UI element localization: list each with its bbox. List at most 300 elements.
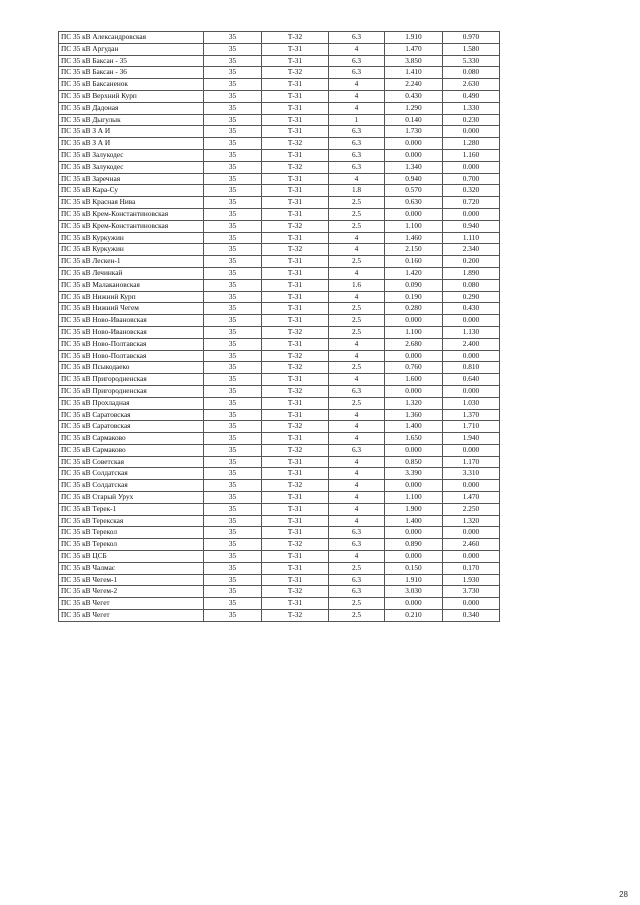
capacity-cell: 2.5 [329, 362, 385, 374]
substation-name-cell: ПС 35 кВ З А И [59, 138, 204, 150]
capacity-cell: 4 [329, 551, 385, 563]
substation-name-cell: ПС 35 кВ Ново-Полтавская [59, 350, 204, 362]
substation-name-cell: ПС 35 кВ Нижний Чегем [59, 303, 204, 315]
substation-name-cell: ПС 35 кВ Старый Урух [59, 492, 204, 504]
load-value-cell: 0.000 [385, 149, 443, 161]
load-value-cell: 0.890 [385, 539, 443, 551]
load-value-cell-2: 0.000 [443, 527, 500, 539]
transformer-cell: Т-32 [262, 444, 329, 456]
capacity-cell: 4 [329, 79, 385, 91]
load-value-cell: 0.000 [385, 138, 443, 150]
load-value-cell-2: 2.630 [443, 79, 500, 91]
transformer-cell: Т-31 [262, 562, 329, 574]
voltage-cell: 35 [204, 468, 262, 480]
table-row [59, 374, 500, 386]
capacity-cell: 4 [329, 433, 385, 445]
capacity-cell: 4 [329, 173, 385, 185]
transformer-cell: Т-32 [262, 480, 329, 492]
substation-name-cell: ПС 35 кВ Чегем-1 [59, 574, 204, 586]
load-value-cell-2: 2.400 [443, 338, 500, 350]
table-row [59, 338, 500, 350]
transformer-cell: Т-31 [262, 409, 329, 421]
table-row [59, 421, 500, 433]
load-value-cell-2: 0.720 [443, 197, 500, 209]
voltage-cell: 35 [204, 43, 262, 55]
transformer-cell: Т-32 [262, 610, 329, 622]
voltage-cell: 35 [204, 315, 262, 327]
load-value-cell-2: 0.170 [443, 562, 500, 574]
load-value-cell-2: 3.730 [443, 586, 500, 598]
load-value-cell: 1.910 [385, 574, 443, 586]
load-value-cell: 1.100 [385, 492, 443, 504]
capacity-cell: 2.5 [329, 303, 385, 315]
table-row [59, 468, 500, 480]
load-value-cell: 0.160 [385, 256, 443, 268]
load-value-cell: 3.390 [385, 468, 443, 480]
voltage-cell: 35 [204, 551, 262, 563]
load-value-cell-2: 0.340 [443, 610, 500, 622]
voltage-cell: 35 [204, 126, 262, 138]
load-value-cell-2: 2.340 [443, 244, 500, 256]
table-row [59, 492, 500, 504]
table-row [59, 197, 500, 209]
voltage-cell: 35 [204, 562, 262, 574]
table-row [59, 149, 500, 161]
load-value-cell-2: 3.310 [443, 468, 500, 480]
load-value-cell: 1.290 [385, 102, 443, 114]
load-value-cell-2: 0.640 [443, 374, 500, 386]
load-value-cell-2: 1.030 [443, 397, 500, 409]
voltage-cell: 35 [204, 527, 262, 539]
table-row [59, 385, 500, 397]
table-row [59, 67, 500, 79]
transformer-cell: Т-32 [262, 350, 329, 362]
substation-name-cell: ПС 35 кВ Крем-Константиновская [59, 208, 204, 220]
transformer-cell: Т-31 [262, 574, 329, 586]
load-value-cell: 0.210 [385, 610, 443, 622]
transformer-cell: Т-31 [262, 126, 329, 138]
capacity-cell: 4 [329, 409, 385, 421]
load-value-cell: 3.030 [385, 586, 443, 598]
substation-name-cell: ПС 35 кВ Пригородненская [59, 385, 204, 397]
load-value-cell: 1.730 [385, 126, 443, 138]
table-row [59, 232, 500, 244]
substation-name-cell: ПС 35 кВ Чегет [59, 598, 204, 610]
transformer-cell: Т-32 [262, 244, 329, 256]
load-value-cell: 1.400 [385, 515, 443, 527]
voltage-cell: 35 [204, 574, 262, 586]
capacity-cell: 1.8 [329, 185, 385, 197]
load-value-cell-2: 1.330 [443, 102, 500, 114]
load-value-cell: 0.000 [385, 598, 443, 610]
voltage-cell: 35 [204, 279, 262, 291]
load-value-cell: 2.150 [385, 244, 443, 256]
transformer-cell: Т-31 [262, 492, 329, 504]
load-value-cell-2: 1.280 [443, 138, 500, 150]
table-row [59, 32, 500, 44]
load-value-cell-2: 0.700 [443, 173, 500, 185]
table-row [59, 161, 500, 173]
substation-name-cell: ПС 35 кВ Терекол [59, 539, 204, 551]
substation-name-cell: ПС 35 кВ Куркужин [59, 232, 204, 244]
table-row [59, 244, 500, 256]
voltage-cell: 35 [204, 397, 262, 409]
transformer-cell: Т-32 [262, 421, 329, 433]
voltage-cell: 35 [204, 433, 262, 445]
substation-name-cell: ПС 35 кВ Терек-1 [59, 503, 204, 515]
table-row [59, 185, 500, 197]
capacity-cell: 4 [329, 244, 385, 256]
voltage-cell: 35 [204, 539, 262, 551]
voltage-cell: 35 [204, 362, 262, 374]
capacity-cell: 4 [329, 492, 385, 504]
transformer-cell: Т-31 [262, 149, 329, 161]
table-row [59, 220, 500, 232]
load-value-cell-2: 0.000 [443, 385, 500, 397]
substation-name-cell: ПС 35 кВ Чалмас [59, 562, 204, 574]
transformer-cell: Т-31 [262, 232, 329, 244]
substation-name-cell: ПС 35 кВ Заречная [59, 173, 204, 185]
transformer-cell: Т-31 [262, 256, 329, 268]
load-value-cell: 0.280 [385, 303, 443, 315]
table-row [59, 444, 500, 456]
load-value-cell: 1.360 [385, 409, 443, 421]
table-row [59, 126, 500, 138]
table-row [59, 598, 500, 610]
load-value-cell-2: 0.970 [443, 32, 500, 44]
load-value-cell-2: 1.160 [443, 149, 500, 161]
transformer-cell: Т-31 [262, 598, 329, 610]
transformer-cell: Т-31 [262, 315, 329, 327]
voltage-cell: 35 [204, 456, 262, 468]
table-row [59, 433, 500, 445]
load-value-cell: 0.000 [385, 551, 443, 563]
voltage-cell: 35 [204, 374, 262, 386]
voltage-cell: 35 [204, 303, 262, 315]
table-row [59, 315, 500, 327]
transformer-cell: Т-31 [262, 433, 329, 445]
capacity-cell: 6.3 [329, 527, 385, 539]
substation-name-cell: ПС 35 кВ Сармаково [59, 433, 204, 445]
substation-name-cell: ПС 35 кВ Баксан - 36 [59, 67, 204, 79]
transformer-cell: Т-31 [262, 43, 329, 55]
voltage-cell: 35 [204, 220, 262, 232]
substation-name-cell: ПС 35 кВ Баксан - 35 [59, 55, 204, 67]
load-value-cell: 1.410 [385, 67, 443, 79]
substation-name-cell: ПС 35 кВ Крем-Константиновская [59, 220, 204, 232]
substation-name-cell: ПС 35 кВ Чегем-2 [59, 586, 204, 598]
table-row [59, 79, 500, 91]
load-value-cell-2: 0.000 [443, 551, 500, 563]
capacity-cell: 2.5 [329, 315, 385, 327]
table-row [59, 350, 500, 362]
load-value-cell: 0.000 [385, 385, 443, 397]
capacity-cell: 4 [329, 43, 385, 55]
capacity-cell: 2.5 [329, 220, 385, 232]
substation-name-cell: ПС 35 кВ Нижний Курп [59, 291, 204, 303]
capacity-cell: 6.3 [329, 444, 385, 456]
capacity-cell: 6.3 [329, 586, 385, 598]
voltage-cell: 35 [204, 197, 262, 209]
load-value-cell: 0.850 [385, 456, 443, 468]
table-row [59, 551, 500, 563]
voltage-cell: 35 [204, 503, 262, 515]
load-value-cell-2: 1.580 [443, 43, 500, 55]
load-value-cell-2: 0.230 [443, 114, 500, 126]
load-value-cell-2: 1.320 [443, 515, 500, 527]
load-value-cell-2: 0.000 [443, 208, 500, 220]
load-value-cell: 1.420 [385, 267, 443, 279]
capacity-cell: 4 [329, 503, 385, 515]
capacity-cell: 4 [329, 374, 385, 386]
substation-name-cell: ПС 35 кВ Пригородненская [59, 374, 204, 386]
voltage-cell: 35 [204, 598, 262, 610]
capacity-cell: 1 [329, 114, 385, 126]
table-row [59, 610, 500, 622]
table-row [59, 503, 500, 515]
transformer-cell: Т-31 [262, 114, 329, 126]
substation-name-cell: ПС 35 кВ Чегет [59, 610, 204, 622]
substation-load-table [58, 31, 500, 622]
load-value-cell: 3.850 [385, 55, 443, 67]
table-row [59, 409, 500, 421]
load-value-cell-2: 0.000 [443, 161, 500, 173]
load-value-cell-2: 0.810 [443, 362, 500, 374]
table-row [59, 279, 500, 291]
load-value-cell: 1.470 [385, 43, 443, 55]
transformer-cell: Т-32 [262, 67, 329, 79]
load-value-cell-2: 0.000 [443, 126, 500, 138]
capacity-cell: 4 [329, 350, 385, 362]
substation-name-cell: ПС 35 кВ Дыгулык [59, 114, 204, 126]
load-value-cell-2: 0.290 [443, 291, 500, 303]
load-value-cell: 0.000 [385, 527, 443, 539]
capacity-cell: 2.5 [329, 208, 385, 220]
voltage-cell: 35 [204, 208, 262, 220]
substation-name-cell: ПС 35 кВ Куркужин [59, 244, 204, 256]
substation-name-cell: ПС 35 кВ Советская [59, 456, 204, 468]
voltage-cell: 35 [204, 161, 262, 173]
load-value-cell-2: 0.490 [443, 90, 500, 102]
transformer-cell: Т-31 [262, 303, 329, 315]
voltage-cell: 35 [204, 480, 262, 492]
capacity-cell: 4 [329, 456, 385, 468]
load-value-cell: 0.000 [385, 315, 443, 327]
load-value-cell-2: 1.710 [443, 421, 500, 433]
capacity-cell: 4 [329, 267, 385, 279]
transformer-cell: Т-31 [262, 197, 329, 209]
load-value-cell: 0.190 [385, 291, 443, 303]
table-row [59, 456, 500, 468]
load-value-cell-2: 0.000 [443, 444, 500, 456]
table-body [59, 32, 500, 622]
load-value-cell: 0.630 [385, 197, 443, 209]
capacity-cell: 2.5 [329, 197, 385, 209]
capacity-cell: 6.3 [329, 32, 385, 44]
transformer-cell: Т-32 [262, 138, 329, 150]
transformer-cell: Т-31 [262, 90, 329, 102]
substation-name-cell: ПС 35 кВ Залукодес [59, 161, 204, 173]
voltage-cell: 35 [204, 338, 262, 350]
capacity-cell: 4 [329, 232, 385, 244]
transformer-cell: Т-32 [262, 161, 329, 173]
voltage-cell: 35 [204, 256, 262, 268]
capacity-cell: 4 [329, 480, 385, 492]
capacity-cell: 6.3 [329, 67, 385, 79]
voltage-cell: 35 [204, 385, 262, 397]
load-value-cell: 2.240 [385, 79, 443, 91]
transformer-cell: Т-31 [262, 456, 329, 468]
voltage-cell: 35 [204, 32, 262, 44]
load-value-cell-2: 0.320 [443, 185, 500, 197]
table-row [59, 43, 500, 55]
substation-name-cell: ПС 35 кВ Сармаково [59, 444, 204, 456]
load-value-cell: 1.650 [385, 433, 443, 445]
table-row [59, 480, 500, 492]
capacity-cell: 4 [329, 515, 385, 527]
table-row [59, 173, 500, 185]
load-value-cell: 0.000 [385, 350, 443, 362]
table-row [59, 303, 500, 315]
substation-name-cell: ПС 35 кВ Солдатская [59, 468, 204, 480]
capacity-cell: 6.3 [329, 385, 385, 397]
substation-name-cell: ПС 35 кВ Псыкодаеко [59, 362, 204, 374]
load-value-cell: 0.090 [385, 279, 443, 291]
load-value-cell-2: 1.470 [443, 492, 500, 504]
capacity-cell: 2.5 [329, 397, 385, 409]
voltage-cell: 35 [204, 350, 262, 362]
substation-name-cell: ПС 35 кВ Верхний Курп [59, 90, 204, 102]
substation-name-cell: ПС 35 кВ Саратовская [59, 421, 204, 433]
load-value-cell-2: 0.200 [443, 256, 500, 268]
capacity-cell: 1.6 [329, 279, 385, 291]
voltage-cell: 35 [204, 409, 262, 421]
substation-name-cell: ПС 35 кВ Терекская [59, 515, 204, 527]
load-value-cell: 1.600 [385, 374, 443, 386]
transformer-cell: Т-31 [262, 173, 329, 185]
capacity-cell: 6.3 [329, 539, 385, 551]
transformer-cell: Т-31 [262, 102, 329, 114]
capacity-cell: 4 [329, 291, 385, 303]
transformer-cell: Т-31 [262, 551, 329, 563]
transformer-cell: Т-32 [262, 326, 329, 338]
transformer-cell: Т-32 [262, 385, 329, 397]
voltage-cell: 35 [204, 102, 262, 114]
load-value-cell-2: 1.370 [443, 409, 500, 421]
table-row [59, 114, 500, 126]
voltage-cell: 35 [204, 185, 262, 197]
transformer-cell: Т-31 [262, 55, 329, 67]
load-value-cell: 1.400 [385, 421, 443, 433]
voltage-cell: 35 [204, 173, 262, 185]
load-value-cell: 1.340 [385, 161, 443, 173]
load-value-cell-2: 1.110 [443, 232, 500, 244]
table-row [59, 208, 500, 220]
voltage-cell: 35 [204, 326, 262, 338]
capacity-cell: 2.5 [329, 256, 385, 268]
substation-name-cell: ПС 35 кВ Ново-Ивановская [59, 326, 204, 338]
transformer-cell: Т-31 [262, 208, 329, 220]
load-value-cell: 0.000 [385, 444, 443, 456]
capacity-cell: 6.3 [329, 55, 385, 67]
transformer-cell: Т-32 [262, 362, 329, 374]
capacity-cell: 4 [329, 338, 385, 350]
transformer-cell: Т-31 [262, 374, 329, 386]
table-row [59, 586, 500, 598]
voltage-cell: 35 [204, 114, 262, 126]
transformer-cell: Т-32 [262, 32, 329, 44]
load-value-cell: 1.460 [385, 232, 443, 244]
load-value-cell-2: 2.460 [443, 539, 500, 551]
table-row [59, 55, 500, 67]
page-number: 28 [619, 890, 628, 899]
table-row [59, 138, 500, 150]
table-row [59, 539, 500, 551]
table-row [59, 515, 500, 527]
table-row [59, 362, 500, 374]
load-value-cell-2: 1.930 [443, 574, 500, 586]
substation-name-cell: ПС 35 кВ Саратовская [59, 409, 204, 421]
capacity-cell: 2.5 [329, 562, 385, 574]
substation-name-cell: ПС 35 кВ Лечинкай [59, 267, 204, 279]
table-row [59, 90, 500, 102]
substation-name-cell: ПС 35 кВ Солдатская [59, 480, 204, 492]
substation-name-cell: ПС 35 кВ Ново-Ивановская [59, 315, 204, 327]
transformer-cell: Т-31 [262, 397, 329, 409]
substation-name-cell: ПС 35 кВ Терекол [59, 527, 204, 539]
table-row [59, 267, 500, 279]
voltage-cell: 35 [204, 291, 262, 303]
load-value-cell-2: 0.430 [443, 303, 500, 315]
transformer-cell: Т-31 [262, 515, 329, 527]
capacity-cell: 4 [329, 90, 385, 102]
substation-name-cell: ПС 35 кВ З А И [59, 126, 204, 138]
voltage-cell: 35 [204, 421, 262, 433]
load-value-cell-2: 0.000 [443, 350, 500, 362]
voltage-cell: 35 [204, 492, 262, 504]
transformer-cell: Т-31 [262, 338, 329, 350]
capacity-cell: 4 [329, 468, 385, 480]
load-value-cell-2: 0.080 [443, 67, 500, 79]
substation-name-cell: ПС 35 кВ Баксаненок [59, 79, 204, 91]
load-value-cell: 1.320 [385, 397, 443, 409]
substation-name-cell: ПС 35 кВ Красная Нива [59, 197, 204, 209]
voltage-cell: 35 [204, 444, 262, 456]
voltage-cell: 35 [204, 55, 262, 67]
substation-name-cell: ПС 35 кВ Залукодес [59, 149, 204, 161]
transformer-cell: Т-32 [262, 586, 329, 598]
capacity-cell: 4 [329, 421, 385, 433]
load-value-cell: 0.140 [385, 114, 443, 126]
transformer-cell: Т-31 [262, 291, 329, 303]
table-row [59, 527, 500, 539]
load-value-cell: 0.000 [385, 208, 443, 220]
load-value-cell: 1.910 [385, 32, 443, 44]
voltage-cell: 35 [204, 244, 262, 256]
transformer-cell: Т-31 [262, 468, 329, 480]
capacity-cell: 2.5 [329, 610, 385, 622]
voltage-cell: 35 [204, 67, 262, 79]
load-value-cell-2: 1.890 [443, 267, 500, 279]
load-value-cell: 0.150 [385, 562, 443, 574]
load-value-cell: 0.760 [385, 362, 443, 374]
voltage-cell: 35 [204, 610, 262, 622]
substation-name-cell: ПС 35 кВ ЦСБ [59, 551, 204, 563]
substation-name-cell: ПС 35 кВ Александровская [59, 32, 204, 44]
voltage-cell: 35 [204, 79, 262, 91]
load-value-cell-2: 0.000 [443, 480, 500, 492]
load-value-cell-2: 1.940 [443, 433, 500, 445]
